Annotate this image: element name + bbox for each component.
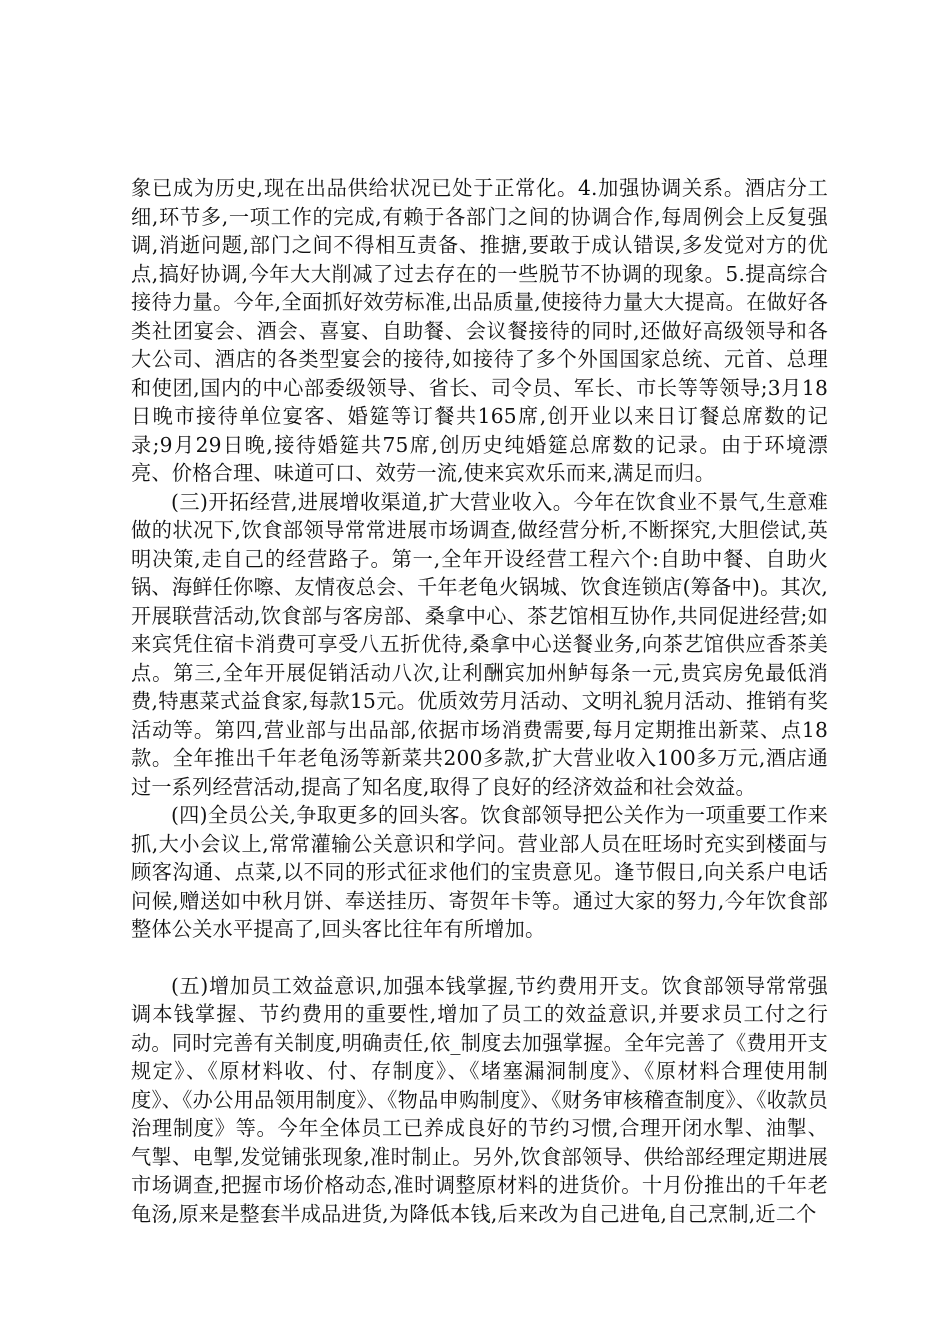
paragraph-business-expansion: (三)开拓经营,进展增收渠道,扩大营业收入。今年在饮食业不景气,生意难做的状况下,饮食部领导常常进展市场调查,做经营分析,不断探究,大胆偿试,英明决策,走自己的经营路子。第一,全年开设经营工程六个:自助中餐、自助火锅、海鲜任你嚓、友情夜总会、千年老龟火锅城、饮食连锁店(筹备中)。其次,开展联营活动,饮食部与客房部、桑拿中心、茶艺馆相互协作,共同促进经营;如来宾凭住宿卡消费可享受八五折优待,桑拿中心送餐业务,向茶艺馆供应香茶美点。第三,全年开展促销活动八次,让利酬宾加州鲈每条一元,贵宾房免最低消费,特惠菜式益食家,每款15元。优质效劳月活动、文明礼貌月活动、推销有奖活动等。第四,营业部与出品部,依据市场消费需要,每月定期推出新菜、点18款。全年推出千年老龟汤等新菜共200多款,扩大营业收入100多万元,酒店通过一系列经营活动,提高了知名度,取得了良好的经济效益和社会效益。 <box>131 489 828 799</box>
paragraph-service-summary: 象已成为历史,现在出品供给状况已处于正常化。4.加强协调关系。酒店分工细,环节多,一项工作的完成,有赖于各部门之间的协调合作,每周例会上反复强调,消逝问题,部门之间不得相互责备、推搪,要敢于成认错误,多发觉对方的优点,搞好协调,今年大大削减了过去存在的一些脱节不协调的现象。5.提高综合接待力量。今年,全面抓好效劳标准,出品质量,使接待力量大大提高。在做好各类社团宴会、酒会、喜宴、自助餐、会议餐接待的同时,还做好高级领导和各大公司、酒店的各类型宴会的接待,如接待了多个外国国家总统、元首、总理和使团,国内的中心部委级领导、省长、司令员、军长、市长等等领导;3月18日晚市接待单位宴客、婚筵等订餐共165席,创开业以来日订餐总席数的记录;9月29日晚,接待婚筵共75席,创历史纯婚筵总席数的记录。由于环境漂亮、价格合理、味道可口、效劳一流,使来宾欢乐而来,满足而归。 <box>131 176 828 485</box>
paragraph-public-relations: (四)全员公关,争取更多的回头客。饮食部领导把公关作为一项重要工作来抓,大小会议上,常常灌输公关意识和学问。营业部人员在旺场时充实到楼面与顾客沟通、点菜,以不同的形式征求他们的宝贵意见。逢节假日,向关系户电话问候,赠送如中秋月饼、奉送挂历、寄贺年卡等。通过大家的努力,今年饮食部整体公关水平提高了,回头客比往年有所增加。 <box>131 803 828 941</box>
paragraph-cost-control: (五)增加员工效益意识,加强本钱掌握,节约费用开支。饮食部领导常常强调本钱掌握、节约费用的重要性,增加了员工的效益意识,并要求员工付之行动。同时完善有关制度,明确责任,依_制度去加强掌握。全年完善了《费用开支规定》、《原材料收、付、存制度》、《堵塞漏洞制度》、《原材料合理使用制度》、《办公用品领用制度》、《物品申购制度》、《财务审核稽查制度》、《收款员治理制度》等。今年全体员工已养成良好的节约习惯,合理开闭水掣、油掣、气掣、电掣,发觉铺张现象,准时制止。另外,饮食部领导、供给部经理定期进展市场调查,把握市场价格动态,准时调整原材料的进货价。十月份推出的千年老龟汤,原来是整套半成品进货,为降低本钱,后来改为自己进龟,自己烹制,近二个 <box>131 973 828 1226</box>
document-body <box>131 174 828 1228</box>
